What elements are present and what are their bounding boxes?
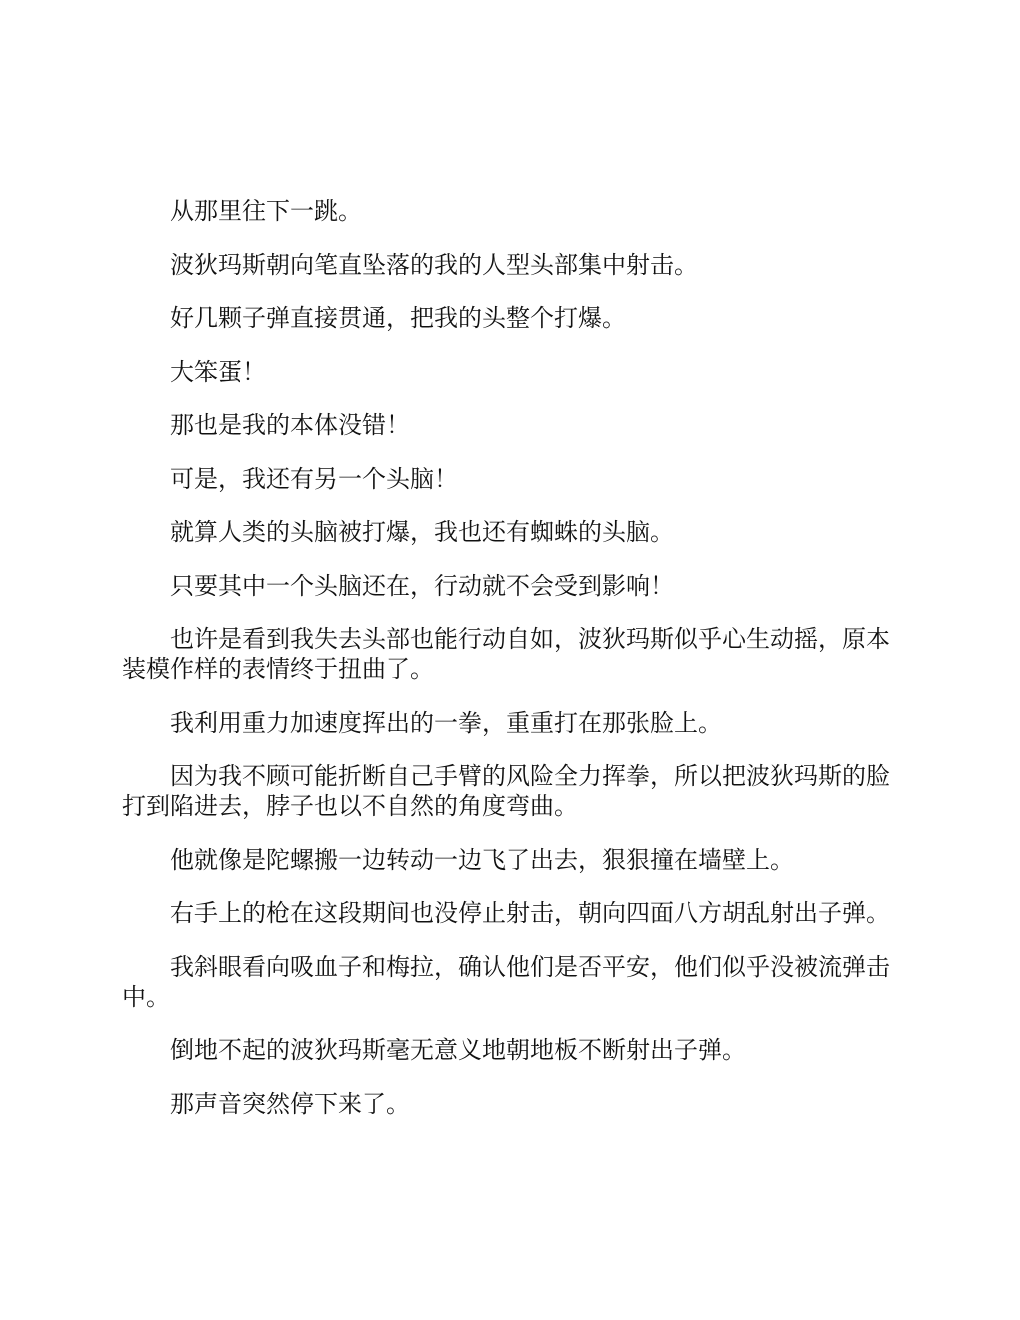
paragraph: 他就像是陀螺搬一边转动一边飞了出去，狠狠撞在墙壁上。 xyxy=(170,845,794,874)
paragraph: 我利用重力加速度挥出的一拳，重重打在那张脸上。 xyxy=(170,708,722,737)
paragraph: 倒地不起的波狄玛斯毫无意义地朝地板不断射出子弹。 xyxy=(170,1036,746,1064)
paragraph: 我斜眼看向吸血子和梅拉，确认他们是否平安，他们似乎没被流弹击中。 xyxy=(122,952,890,1011)
paragraph: 好几颗子弹直接贯通，把我的头整个打爆。 xyxy=(170,304,626,332)
paragraph: 因为我不顾可能折断自己手臂的风险全力挥拳，所以把波狄玛斯的脸打到陷进去，脖子也以不自然的角度弯曲。 xyxy=(122,762,890,820)
paragraph: 波狄玛斯朝向笔直坠落的我的人型头部集中射击。 xyxy=(170,250,698,279)
paragraph: 从那里往下一跳。 xyxy=(170,197,362,225)
paragraph: 就算人类的头脑被打爆，我也还有蜘蛛的头脑。 xyxy=(170,518,674,546)
paragraph: 可是，我还有另一个头脑！ xyxy=(170,464,458,493)
paragraph: 那声音突然停下来了。 xyxy=(170,1089,410,1118)
body-text xyxy=(122,196,897,1142)
paragraph: 那也是我的本体没错！ xyxy=(170,411,410,439)
paragraph: 右手上的枪在这段期间也没停止射击，朝向四面八方胡乱射出子弹。 xyxy=(170,899,890,927)
paragraph: 只要其中一个头脑还在，行动就不会受到影响！ xyxy=(170,571,674,600)
paragraph: 也许是看到我失去头部也能行动自如，波狄玛斯似乎心生动摇，原本装模作样的表情终于扭曲了。 xyxy=(122,625,890,683)
paragraph: 大笨蛋！ xyxy=(170,357,266,386)
